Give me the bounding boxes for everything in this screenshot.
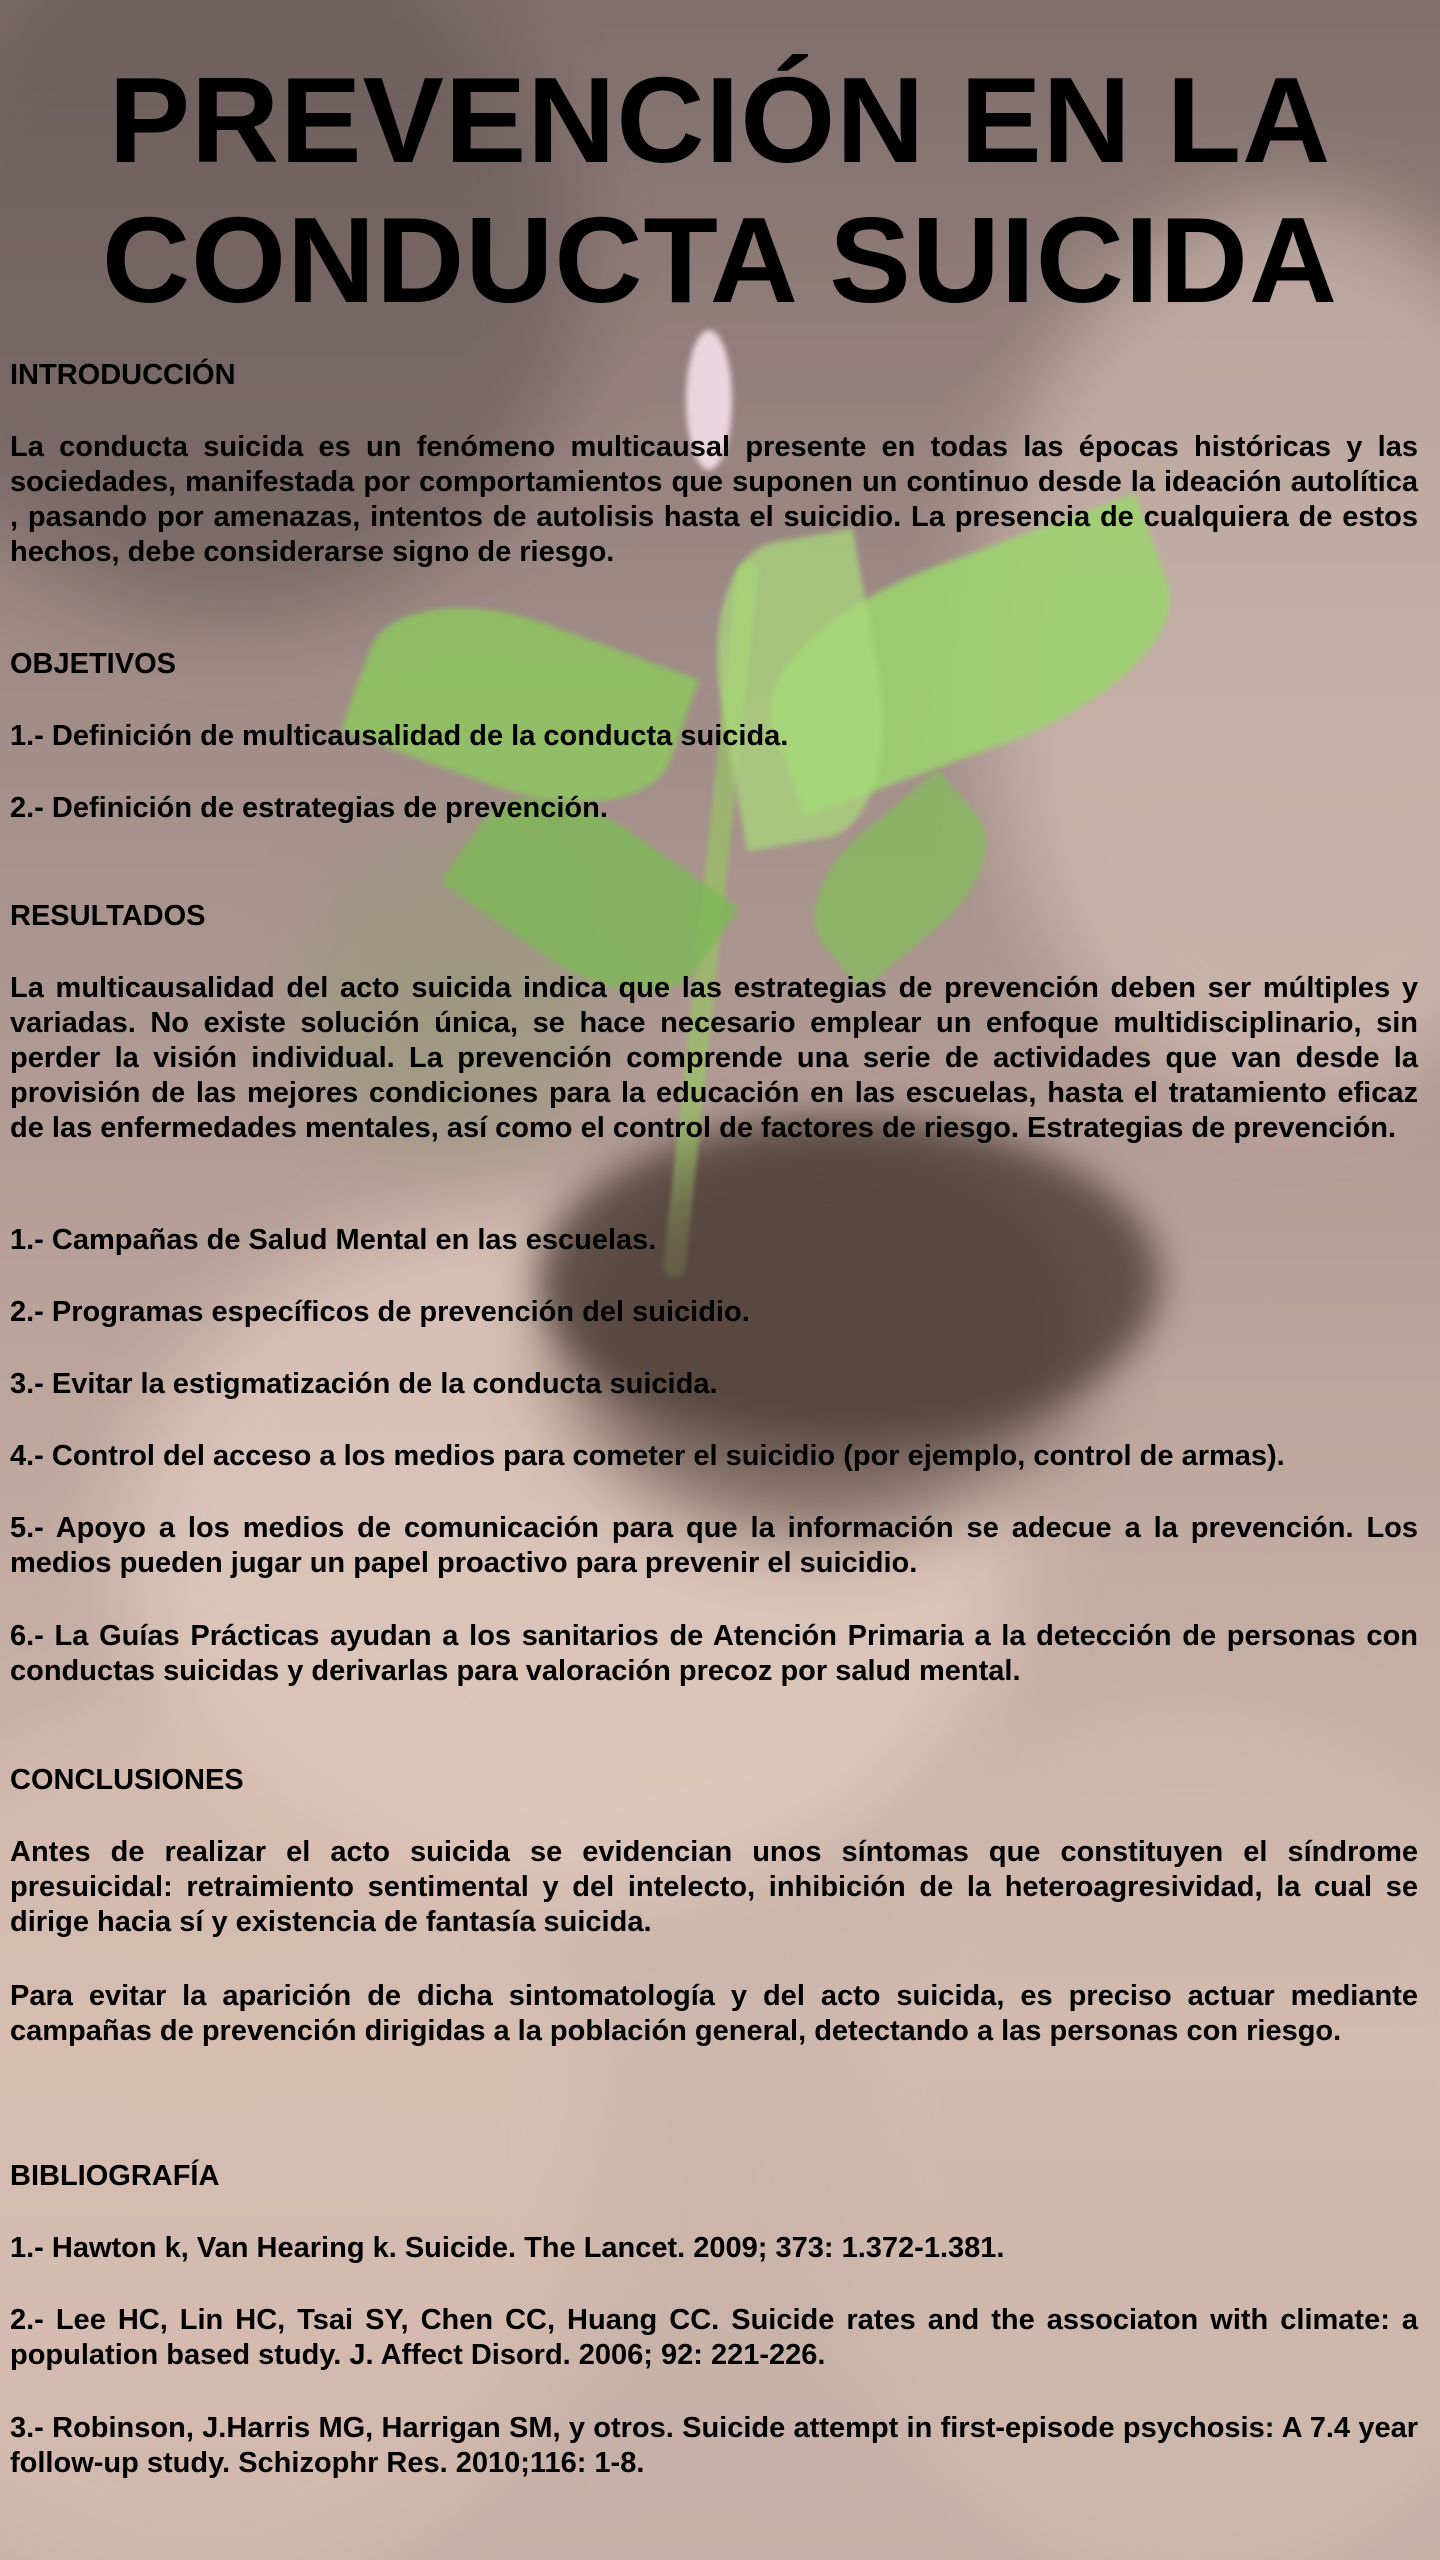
title-line-2: CONDUCTA SUICIDA [102, 192, 1338, 328]
resultado-item: 3.- Evitar la estigmatización de la conducta suicida. [10, 1368, 718, 1400]
resultados-heading: RESULTADOS [10, 900, 206, 932]
bibliografia-item: 3.- Robinson, J.Harris MG, Harrigan SM, y otros. Suicide attempt in first-episode psychosis: A 7.4 year follow-up study. Schizophr Res. 2010;116: 1-8. [10, 2412, 1418, 2479]
introduccion-text: La conducta suicida es un fenómeno multicausal presente en todas las épocas históricas y las sociedades, manifestada por comportamientos que suponen un continuo desde la ideación autolítica , pasando por amenazas, intentos de autolisis hasta el suicidio. La presencia de cualquiera de estos hechos, debe considerarse signo de riesgo. [10, 431, 1418, 568]
objetivo-item: 1.- Definición de multicausalidad de la conducta suicida. [10, 720, 789, 752]
objetivos-heading: OBJETIVOS [10, 648, 176, 680]
conclusiones-paragraph: Antes de realizar el acto suicida se evidencian unos síntomas que constituyen el síndrome presuicidal: retraimiento sentimental y del intelecto, inhibición de la heteroagresividad, la cual se dirige hacia sí y existencia de fantasía suicida. [10, 1836, 1418, 1938]
resultado-item: 5.- Apoyo a los medios de comunicación para que la información se adecue a la prevención. Los medios pueden jugar un papel proactivo para prevenir el suicidio. [10, 1512, 1418, 1579]
introduccion-heading: INTRODUCCIÓN [10, 359, 236, 391]
conclusiones-heading: CONCLUSIONES [10, 1764, 244, 1796]
poster-title [0, 50, 1440, 330]
conclusiones-paragraph: Para evitar la aparición de dicha sintomatología y del acto suicida, es preciso actuar mediante campañas de prevención dirigidas a la población general, detectando a las personas con riesgo. [10, 1980, 1418, 2047]
bibliografia-item: 1.- Hawton k, Van Hearing k. Suicide. The Lancet. 2009; 373: 1.372-1.381. [10, 2232, 1005, 2264]
resultado-item: 2.- Programas específicos de prevención del suicidio. [10, 1296, 750, 1328]
title-line-1: PREVENCIÓN EN LA [108, 52, 1332, 188]
resultado-item: 4.- Control del acceso a los medios para cometer el suicidio (por ejemplo, control de armas). [10, 1440, 1285, 1472]
resultados-text: La multicausalidad del acto suicida indica que las estrategias de prevención deben ser múltiples y variadas. No existe solución única, se hace necesario emplear un enfoque multidisciplinario, sin perder la visión individual. La prevención comprende una serie de actividades que van desde la provisión de las mejores condiciones para la educación en las escuelas, hasta el tratamiento eficaz de las enfermedades mentales, así como el control de factores de riesgo. Estrategias de prevención. [10, 972, 1418, 1144]
bibliografia-item: 2.- Lee HC, Lin HC, Tsai SY, Chen CC, Huang CC. Suicide rates and the associaton with climate: a population based study. J. Affect Disord. 2006; 92: 221-226. [10, 2304, 1418, 2371]
objetivo-item: 2.- Definición de estrategias de prevención. [10, 792, 608, 824]
resultado-item: 6.- La Guías Prácticas ayudan a los sanitarios de Atención Primaria a la detección de personas con conductas suicidas y derivarlas para valoración precoz por salud mental. [10, 1620, 1418, 1687]
bibliografia-heading: BIBLIOGRAFÍA [10, 2160, 220, 2192]
resultado-item: 1.- Campañas de Salud Mental en las escuelas. [10, 1224, 657, 1256]
